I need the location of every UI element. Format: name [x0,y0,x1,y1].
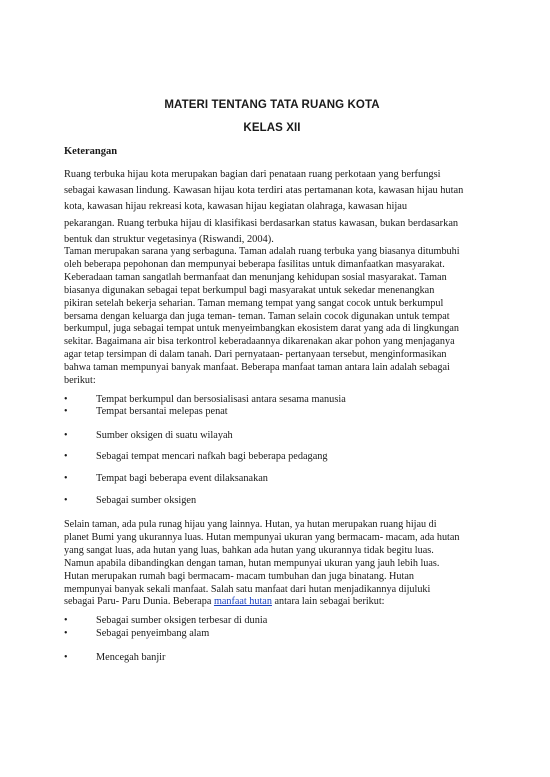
paragraph-line: kota, kawasan hijau rekreasi kota, kawasan hijau kegiatan olahraga, kawasan hijau [64,201,408,213]
paragraph-line: berikut: [64,375,96,387]
paragraph-line: bersama dengan keluarga dan juga teman- teman. Taman selain cocok digunakan untuk tempat [64,310,450,322]
bullet-icon: • [64,628,68,639]
paragraph-line: pikiran setelah bekerja seharian. Taman memang tempat yang sangat cocok untuk berkumpul [64,297,444,309]
list-item-text: Sebagai penyeimbang alam [96,628,210,639]
bullet-icon: • [64,451,68,462]
list-item-text: Tempat bersantai melepas penat [96,406,228,417]
list-item-text: Sebagai sumber oksigen [96,495,197,506]
paragraph-line: pekarangan. Ruang terbuka hijau di klasifikasi berdasarkan status kawasan, bukan berdasarkan [64,217,459,229]
paragraph-line: sebagai kawasan lindung. Kawasan hijau kota terdiri atas pertamanan kota, kawasan hijau hutan [64,185,464,197]
paragraph-line: Hutan merupakan rumah bagi bermacam- macam tumbuhan dan juga binatang. Hutan [64,570,414,582]
list-item-text: Sebagai sumber oksigen terbesar di dunia [96,615,268,626]
list-item-text: Tempat bagi beberapa event dilaksanakan [96,473,268,484]
list-item-text: Sebagai tempat mencari nafkah bagi beberapa pedagang [96,451,328,462]
paragraph-line [64,596,484,609]
page-title: MATERI TENTANG TATA RUANG KOTA [164,99,380,111]
paragraph-line: berkumpul, juga sebagai tempat untuk menyeimbangkan ekosistem darat yang ada di lingkungan [64,323,459,335]
bullet-icon: • [64,652,68,663]
paragraph-line: Keberadaan taman sangatlah bermanfaat dan menunjang kehidupan sosial masyarakat. Taman [64,271,447,283]
paragraph-line: planet Bumi yang ukurannya luas. Hutan mempunyai ukuran yang bermacam- macam, ada hutan [64,531,460,543]
paragraph-line: Ruang terbuka hijau kota merupakan bagian dari penataan ruang perkotaan yang berfungsi [64,169,441,180]
paragraph-line: biasanya digunakan sebagai tepat berkumpul bagi masyarakat untuk sekedar menenangkan [64,284,435,296]
paragraph-line: sekitar. Bagaimana air bisa terkontrol keberadaannya dikarenakan akar pohon yang menjaganya [64,336,455,348]
list-item-text: Tempat berkumpul dan bersosialisasi antara sesama manusia [96,394,346,405]
bullet-icon: • [64,473,68,484]
paragraph-intro [64,167,482,248]
paragraph-line: agar tetap tersimpan di dalam tanah. Dari pernyataan- pertanyaan tersebut, menginformasikan [64,349,447,361]
page-subtitle: KELAS XII [243,122,301,134]
bullet-icon: • [64,394,68,405]
list-item-text: Mencegah banjir [96,652,166,663]
paragraph-line: Taman merupakan sarana yang serbaguna. Taman adalah ruang terbuka yang biasanya ditumbuhi [64,246,460,257]
section-label: Keterangan [64,146,118,157]
manfaat-hutan-link[interactable]: manfaat hutan [213,596,272,608]
list-item-text: Sumber oksigen di suatu wilayah [96,430,233,441]
paragraph-line: mempunyai banyak sekali manfaat. Salah satu manfaat dari hutan menjadikannya dijuluki [64,583,431,595]
paragraph-line: bentuk dan struktur vegetasinya (Riswandi, 2004). [64,233,274,245]
bullet-icon: • [64,406,68,417]
paragraph-line: Namun apabila dibandingkan dengan taman, hutan mempunyai ukuran yang jauh lebih luas. [64,557,440,569]
paragraph-text: antara lain sebagai berikut: [271,596,385,608]
paragraph-line: oleh beberapa pepohonan dan mempunyai beberapa fasilitas untuk dimanfaatkan masyarakat. [64,258,445,270]
paragraph-taman [64,246,484,388]
paragraph-line: Selain taman, ada pula runag hijau yang lainnya. Hutan, ya hutan merupakan ruang hijau di [64,519,437,530]
paragraph-line: yang sangat luas, ada hutan yang luas, bahkan ada hutan yang ukurannya tidak begitu luas. [64,544,434,556]
bullet-icon: • [64,615,68,626]
bullet-icon: • [64,495,68,506]
bullet-icon: • [64,430,68,441]
paragraph-line: bahwa taman mempunyai banyak manfaat. Beberapa manfaat taman antara lain adalah sebagai [64,362,450,374]
paragraph-text: sebagai Paru- Paru Dunia. Beberapa [64,596,214,608]
paragraph-hutan [64,519,484,609]
